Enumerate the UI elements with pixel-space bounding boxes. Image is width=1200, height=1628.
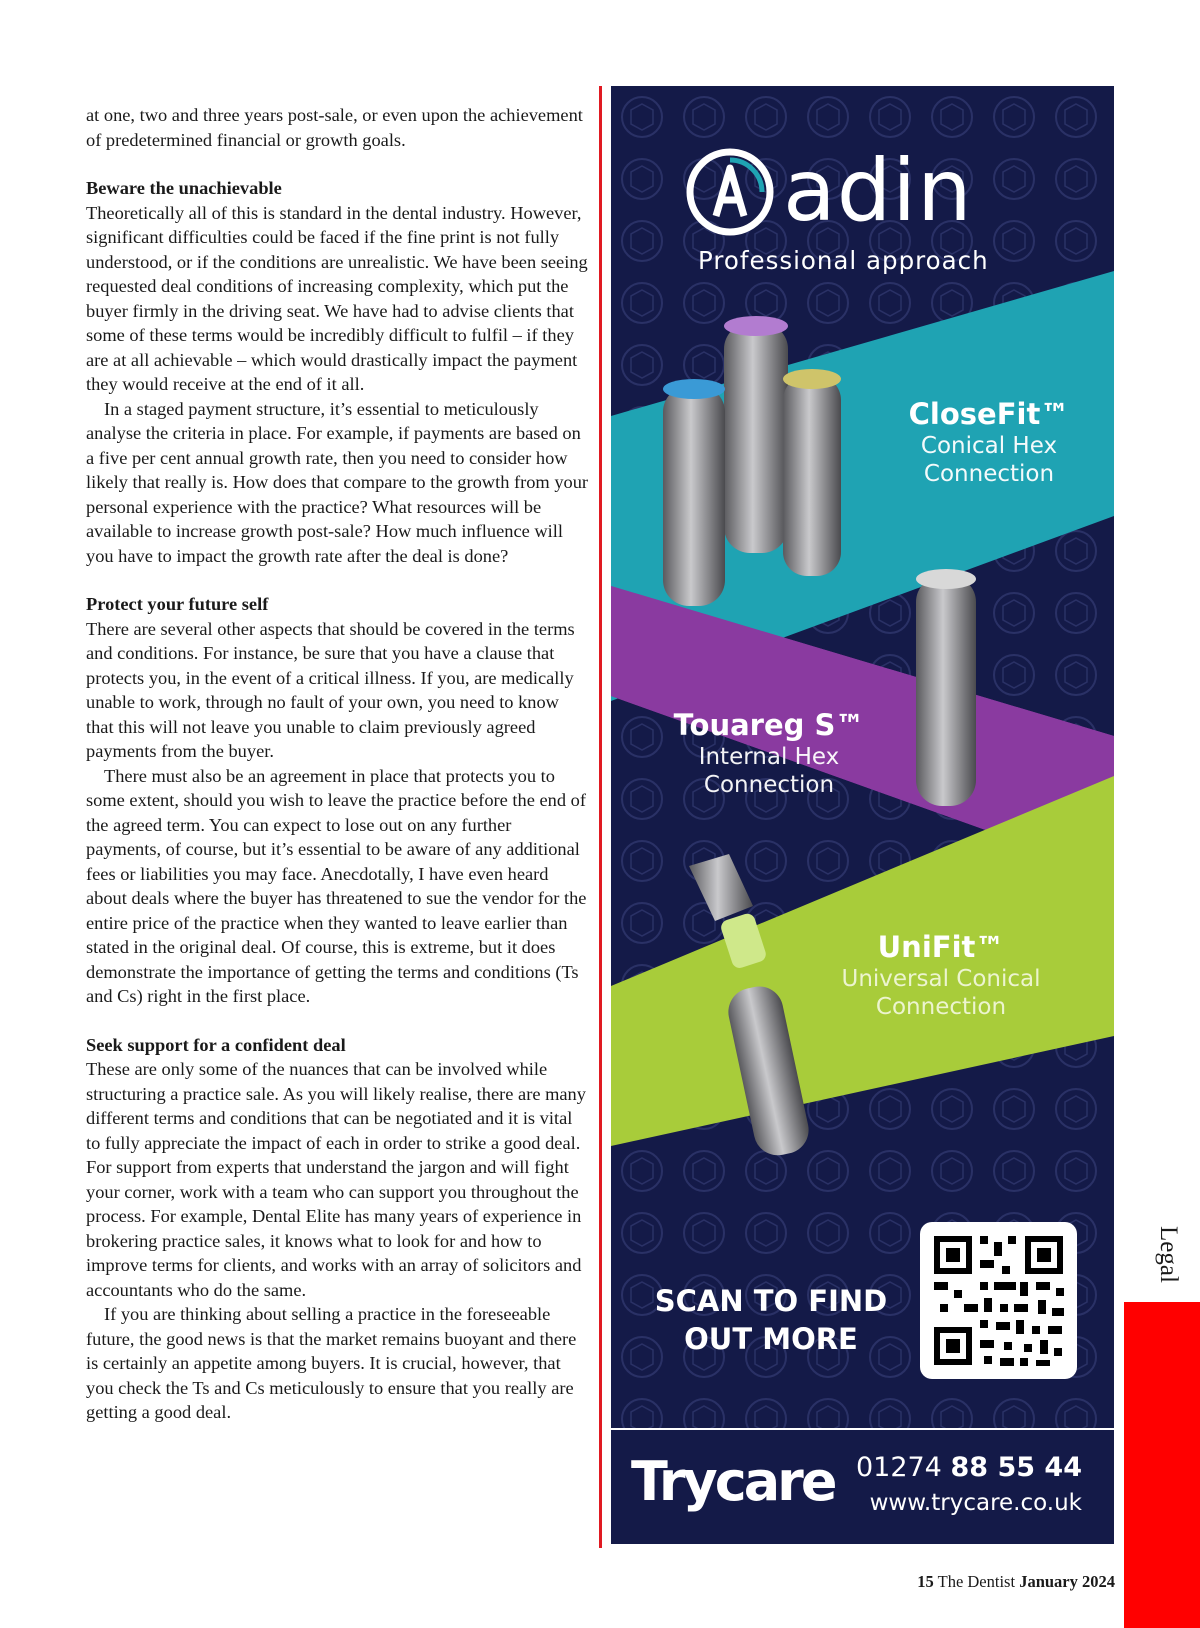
adin-wordmark: adin — [783, 141, 973, 241]
article-paragraph: Theoretically all of this is standard in the dental industry. However, significant difficulties could be faced if the fine print is not fully understood, or if the conditions are unrealistic. We have been seeing requested deal conditions of increasing complexity, which put the buyer firmly in the driving seat. We have had to advise clients that some of these terms would be incredibly difficult to fulfil – if they are at all achievable – which would drastically impact the payment they would receive at the end of it all. — [86, 202, 588, 394]
adin-logo-icon — [684, 146, 776, 238]
scan-cta-line: OUT MORE — [684, 1322, 858, 1356]
trycare-logo: Trycare — [631, 1450, 835, 1513]
article-paragraph: In a staged payment structure, it’s essential to meticulously analyse the criteria in place. For example, if payments are based on a five per cent annual growth rate, then you need to consider how likely that really is. How does that compare to the growth from your personal experience with the practice? What resources will be available to increase growth post-sale? How much influence will you have to impact the growth rate after the deal is done? — [86, 398, 589, 566]
column-divider — [599, 86, 602, 1548]
product-unifit — [821, 929, 1061, 1021]
section-label-text: Legal — [1155, 1226, 1182, 1283]
page-number: 15 — [917, 1572, 934, 1591]
article-paragraph: There must also be an agreement in place that protects you to some extent, should you wish to leave the practice before the end of the agreed term. You can expect to lose out on any further payments, of course, but it’s essential to be aware of any additional fees or liabilities you may face. Anecdotally, I have even heard about deals where the buyer has threatened to sue the vendor for the entire price of the practice when they wanted to leave earlier than stated in the original deal. Of course, this is extreme, but it does demonstrate the importance of getting the terms and conditions (Ts and Cs) right in the first place. — [86, 765, 587, 1006]
section-color-tab — [1124, 1302, 1200, 1628]
article-intro: at one, two and three years post-sale, or even upon the achievement of predetermined financial or growth goals. — [86, 105, 583, 150]
adin-tagline: Professional approach — [698, 246, 989, 275]
product-name: UniFit™ — [877, 930, 1005, 964]
product-touareg — [659, 707, 879, 799]
product-desc: Universal Conical — [841, 966, 1041, 992]
trycare-website-link[interactable]: www.trycare.co.uk — [869, 1490, 1082, 1516]
trycare-phone[interactable] — [856, 1452, 1082, 1483]
section-heading: Protect your future self — [86, 594, 269, 614]
page-footer — [870, 1572, 1115, 1592]
scan-cta-line: SCAN TO FIND — [654, 1284, 888, 1318]
article-paragraph: If you are thinking about selling a practice in the foreseeable future, the good news is that the market remains buoyant and there is certainly an appetite among buyers. It is crucial, however, that you check the Ts and Cs meticulously to ensure that you really are getting a good deal. — [86, 1304, 577, 1422]
product-closefit — [889, 396, 1089, 488]
product-desc: Conical Hex — [920, 433, 1058, 459]
section-heading: Seek support for a confident deal — [86, 1034, 346, 1055]
article-paragraph: There are several other aspects that should be covered in the terms and conditions. For instance, be sure that you have a clause that protects you, in the event of a critical illness. If you, are medically unable to work, through no fault of your own, you need to know that this will not leave you unable to claim previously agreed payments from the buyer. — [86, 618, 575, 761]
product-desc: Connection — [875, 994, 1007, 1020]
issue-date: January 2024 — [1019, 1572, 1115, 1591]
trycare-bar — [611, 1428, 1114, 1544]
article-body — [86, 103, 591, 1425]
product-name: CloseFit™ — [908, 397, 1070, 431]
product-desc: Connection — [923, 461, 1055, 487]
magazine-name: The Dentist — [937, 1572, 1016, 1591]
section-heading: Beware the unachievable — [86, 178, 282, 198]
phone-main: 88 55 44 — [950, 1452, 1082, 1483]
adin-advert[interactable] — [611, 86, 1114, 1544]
qr-code-icon[interactable] — [920, 1222, 1077, 1379]
product-desc: Connection — [703, 772, 835, 798]
scan-cta — [641, 1282, 901, 1358]
phone-prefix: 01274 — [855, 1452, 942, 1483]
product-name: Touareg S™ — [673, 708, 865, 742]
article-paragraph: These are only some of the nuances that can be involved while structuring a practice sale. As you will likely realise, there are many different terms and conditions that can be negotiated and it is vital to fully appreciate the impact of each in order to strike a good deal. For support from experts that understand the jargon and will fight your corner, work with a team who can support you throughout the process. For example, Dental Elite has many years of experience in brokering practice sales, it knows what to look for and how to improve terms for clients, and works with an array of solicitors and accountants who do the same. — [86, 1059, 586, 1300]
section-side-label — [1136, 1226, 1196, 1306]
product-desc: Internal Hex — [698, 744, 840, 770]
